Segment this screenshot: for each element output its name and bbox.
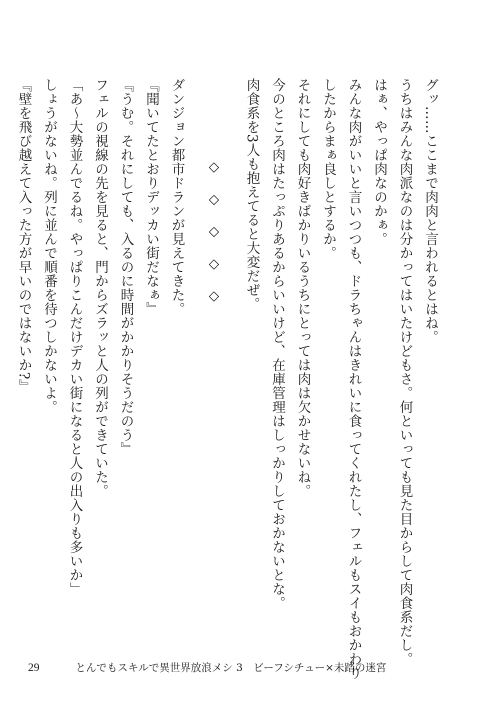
text-line: 『聞いてたとおりデッカい街だなぁ』: [143, 78, 159, 316]
running-title: とんでもスキルで異世界放浪メシ 3 ビーフシチュー×未踏の迷宮: [75, 662, 387, 674]
section-break-marks: ◇ ◇ ◇ ◇ ◇: [206, 159, 222, 311]
text-line: ダンジョン都市ドランが見えてきた。: [168, 78, 185, 316]
text-line: フェルの視線の先を見ると、門からズラッと人の列ができていた。: [92, 78, 108, 498]
text-line: 『壁を飛び越えて入った方が早いのではないか?』: [15, 78, 32, 394]
text-line: 今のところ肉はたっぷりあるからいいけど、在庫管理はしっかりしておかないとな。: [269, 78, 285, 610]
text-line: みんな肉がいいと言いつつも、ドラちゃんはきれいに食ってくれたし、フェルもスイもおかわり: [345, 78, 362, 680]
text-line: グッ……ここまで肉肉と言われるとはね。: [422, 78, 438, 344]
page-number: 29: [28, 662, 40, 674]
text-line: したからまぁ良しとするか。: [320, 78, 336, 260]
blank-line: [226, 78, 238, 638]
text-line: 『うむ。それにしても、入るのに時間がかかりそうだのう』: [117, 78, 134, 456]
blank-line: [189, 78, 201, 638]
text-line: それにしても肉好きばかりいるうちにとっては肉は欠かせないね。: [294, 78, 311, 498]
page-footer: [28, 660, 386, 675]
text-line: 肉食系を3人も抱えてると大変だぜ。: [243, 78, 260, 312]
text-line: しょうがないね。列に並んで順番を待つしかないよ。: [41, 78, 57, 414]
text-line: うちはみんな肉派なのは分かってはいたけどもさ。何といっても見た目からして肉食系だし。: [396, 78, 413, 666]
text-line: 「あ～大勢並んでるね。やっぱりこんだけデカい街になると人の出入りも多いか」: [66, 78, 83, 596]
text-line: はぁ、やっぱ肉なのかぁ。: [371, 78, 387, 246]
